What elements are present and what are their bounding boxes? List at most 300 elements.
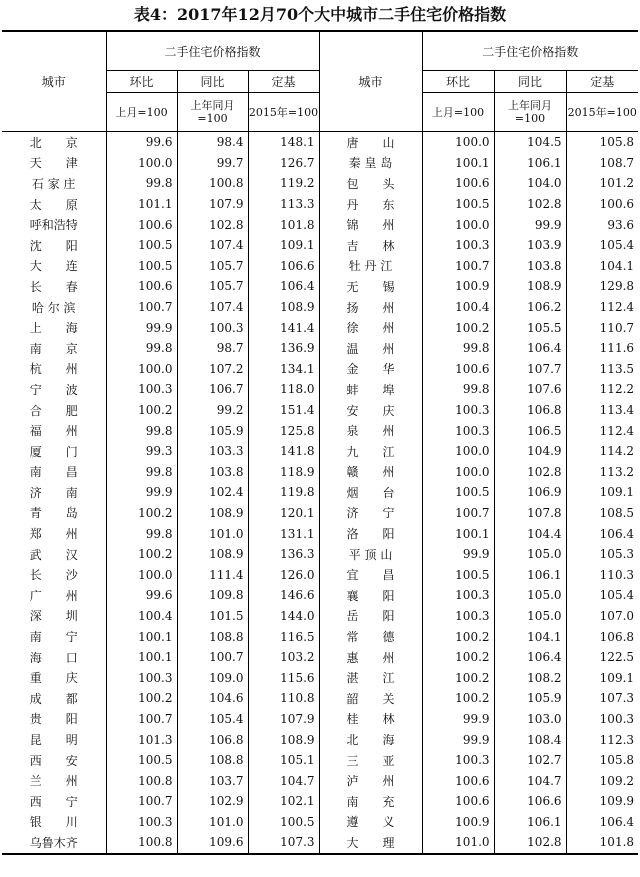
mom-left-cell: 100.7 bbox=[106, 791, 177, 812]
mom-right-cell: 100.6 bbox=[422, 770, 494, 791]
mom-left-cell: 100.2 bbox=[106, 688, 177, 709]
table-row bbox=[2, 256, 638, 277]
city-right-cell: 惠 州 bbox=[319, 647, 422, 668]
city-right-cell: 九 江 bbox=[319, 441, 422, 462]
yoy-left-cell: 106.7 bbox=[177, 379, 248, 400]
mom-left-cell: 99.8 bbox=[106, 523, 177, 544]
mom-left-cell: 99.9 bbox=[106, 317, 177, 338]
mom-right-cell: 99.9 bbox=[422, 544, 494, 565]
yoy-left-cell: 102.9 bbox=[177, 791, 248, 812]
city-right-cell: 丹 东 bbox=[319, 194, 422, 215]
yoy-right-cell: 103.0 bbox=[494, 709, 566, 730]
table-row bbox=[2, 544, 638, 565]
yoy-right-cell: 106.1 bbox=[494, 564, 566, 585]
base-header-left: 定基 bbox=[248, 71, 319, 93]
yoy-right-cell: 108.2 bbox=[494, 667, 566, 688]
yoy-right-cell: 105.0 bbox=[494, 606, 566, 627]
city-left-cell: 呼和浩特 bbox=[29, 218, 78, 233]
base-left-cell: 100.5 bbox=[248, 812, 319, 833]
mom-left-cell: 99.8 bbox=[106, 173, 177, 194]
yoy-right-cell: 106.9 bbox=[494, 482, 566, 503]
table-row bbox=[2, 647, 638, 668]
base-right-cell: 105.3 bbox=[566, 544, 638, 565]
yoy-right-cell: 103.9 bbox=[494, 235, 566, 256]
mom-right-cell: 100.3 bbox=[422, 606, 494, 627]
base-right-cell: 105.4 bbox=[566, 235, 638, 256]
yoy-right-cell: 104.7 bbox=[494, 770, 566, 791]
yoy-left-cell: 104.6 bbox=[177, 688, 248, 709]
mom-left-cell: 99.6 bbox=[106, 585, 177, 606]
city-header-left: 城市 bbox=[2, 31, 106, 132]
yoy-right-cell: 106.6 bbox=[494, 791, 566, 812]
yoy-left-cell: 103.8 bbox=[177, 462, 248, 483]
mom-sub-left: 上月=100 bbox=[106, 93, 177, 132]
yoy-right-cell: 105.0 bbox=[494, 585, 566, 606]
yoy-sub-right: 上年同月=100 bbox=[494, 93, 566, 132]
table-row bbox=[2, 214, 638, 235]
city-right-cell: 岳 阳 bbox=[319, 606, 422, 627]
city-right-cell: 锦 州 bbox=[319, 214, 422, 235]
mom-right-cell: 100.7 bbox=[422, 256, 494, 277]
mom-right-cell: 100.3 bbox=[422, 420, 494, 441]
mom-left-cell: 100.1 bbox=[106, 626, 177, 647]
yoy-left-cell: 107.9 bbox=[177, 194, 248, 215]
city-left-cell: 北 京 bbox=[29, 135, 78, 150]
mom-left-cell: 100.3 bbox=[106, 667, 177, 688]
group-header-right: 二手住宅价格指数 bbox=[422, 31, 638, 71]
city-right-cell: 秦 皇 岛 bbox=[319, 153, 422, 174]
mom-left-cell: 100.1 bbox=[106, 647, 177, 668]
mom-right-cell: 100.0 bbox=[422, 462, 494, 483]
mom-right-cell: 100.3 bbox=[422, 400, 494, 421]
base-right-cell: 114.2 bbox=[566, 441, 638, 462]
city-right-cell: 襄 阳 bbox=[319, 585, 422, 606]
yoy-right-cell: 106.4 bbox=[494, 647, 566, 668]
city-left-cell: 宁 波 bbox=[29, 382, 78, 397]
base-right-cell: 105.4 bbox=[566, 585, 638, 606]
city-left-cell: 西 宁 bbox=[29, 794, 78, 809]
mom-left-cell: 99.8 bbox=[106, 420, 177, 441]
base-header-right: 定基 bbox=[566, 71, 638, 93]
mom-left-cell: 100.8 bbox=[106, 770, 177, 791]
mom-right-cell: 100.0 bbox=[422, 441, 494, 462]
mom-right-cell: 100.5 bbox=[422, 482, 494, 503]
table-row bbox=[2, 173, 638, 194]
mom-right-cell: 100.6 bbox=[422, 791, 494, 812]
mom-left-cell: 100.3 bbox=[106, 812, 177, 833]
mom-left-cell: 100.7 bbox=[106, 297, 177, 318]
mom-right-cell: 100.2 bbox=[422, 317, 494, 338]
city-right-cell: 平 顶 山 bbox=[319, 544, 422, 565]
base-left-cell: 126.0 bbox=[248, 564, 319, 585]
mom-right-cell: 100.1 bbox=[422, 153, 494, 174]
yoy-right-cell: 104.4 bbox=[494, 523, 566, 544]
city-left-cell: 上 海 bbox=[29, 321, 78, 336]
yoy-right-cell: 106.8 bbox=[494, 400, 566, 421]
base-left-cell: 115.6 bbox=[248, 667, 319, 688]
price-index-table bbox=[2, 30, 638, 855]
mom-left-cell: 100.5 bbox=[106, 750, 177, 771]
mom-left-cell: 100.6 bbox=[106, 276, 177, 297]
mom-right-cell: 100.2 bbox=[422, 626, 494, 647]
base-left-cell: 108.9 bbox=[248, 729, 319, 750]
yoy-right-cell: 108.9 bbox=[494, 276, 566, 297]
mom-right-cell: 100.3 bbox=[422, 750, 494, 771]
mom-right-cell: 100.7 bbox=[422, 503, 494, 524]
base-right-cell: 106.8 bbox=[566, 626, 638, 647]
city-left-cell: 哈 尔 滨 bbox=[31, 300, 76, 315]
table-row bbox=[2, 606, 638, 627]
table-row bbox=[2, 750, 638, 771]
mom-left-cell: 100.0 bbox=[106, 153, 177, 174]
base-right-cell: 100.6 bbox=[566, 194, 638, 215]
mom-left-cell: 99.9 bbox=[106, 482, 177, 503]
city-right-cell: 桂 林 bbox=[319, 709, 422, 730]
city-left-cell: 南 昌 bbox=[29, 465, 78, 480]
table-row bbox=[2, 812, 638, 833]
base-left-cell: 141.8 bbox=[248, 441, 319, 462]
city-left-cell: 成 都 bbox=[29, 691, 78, 706]
base-left-cell: 106.4 bbox=[248, 276, 319, 297]
group-header-left: 二手住宅价格指数 bbox=[106, 31, 319, 71]
base-right-cell: 122.5 bbox=[566, 647, 638, 668]
base-left-cell: 113.3 bbox=[248, 194, 319, 215]
mom-left-cell: 100.8 bbox=[106, 832, 177, 854]
yoy-left-cell: 102.8 bbox=[177, 214, 248, 235]
table-body bbox=[2, 132, 638, 854]
mom-right-cell: 99.9 bbox=[422, 709, 494, 730]
city-right-cell: 北 海 bbox=[319, 729, 422, 750]
yoy-left-cell: 100.8 bbox=[177, 173, 248, 194]
table-row bbox=[2, 441, 638, 462]
yoy-right-cell: 108.4 bbox=[494, 729, 566, 750]
base-left-cell: 148.1 bbox=[248, 132, 319, 153]
table-row bbox=[2, 688, 638, 709]
yoy-left-cell: 103.3 bbox=[177, 441, 248, 462]
table-row bbox=[2, 791, 638, 812]
mom-header-left: 环比 bbox=[106, 71, 177, 93]
city-left-cell: 南 京 bbox=[29, 341, 78, 356]
city-left-cell: 天 津 bbox=[29, 156, 78, 171]
city-right-cell: 蚌 埠 bbox=[319, 379, 422, 400]
city-right-cell: 宜 昌 bbox=[319, 564, 422, 585]
base-left-cell: 119.8 bbox=[248, 482, 319, 503]
base-left-cell: 102.1 bbox=[248, 791, 319, 812]
yoy-left-cell: 99.2 bbox=[177, 400, 248, 421]
city-right-cell: 温 州 bbox=[319, 338, 422, 359]
base-left-cell: 126.7 bbox=[248, 153, 319, 174]
base-left-cell: 101.8 bbox=[248, 214, 319, 235]
base-right-cell: 113.5 bbox=[566, 359, 638, 380]
yoy-left-cell: 105.7 bbox=[177, 256, 248, 277]
mom-left-cell: 100.4 bbox=[106, 606, 177, 627]
base-right-cell: 108.5 bbox=[566, 503, 638, 524]
base-left-cell: 103.2 bbox=[248, 647, 319, 668]
base-left-cell: 104.7 bbox=[248, 770, 319, 791]
yoy-left-cell: 107.4 bbox=[177, 235, 248, 256]
base-right-cell: 107.0 bbox=[566, 606, 638, 627]
base-left-cell: 105.1 bbox=[248, 750, 319, 771]
base-left-cell: 118.0 bbox=[248, 379, 319, 400]
base-right-cell: 105.8 bbox=[566, 132, 638, 153]
table-row bbox=[2, 729, 638, 750]
yoy-right-cell: 102.8 bbox=[494, 832, 566, 854]
yoy-left-cell: 108.9 bbox=[177, 503, 248, 524]
table-row bbox=[2, 359, 638, 380]
yoy-right-cell: 99.9 bbox=[494, 214, 566, 235]
yoy-left-cell: 103.7 bbox=[177, 770, 248, 791]
city-left-cell: 郑 州 bbox=[29, 527, 78, 542]
mom-left-cell: 100.2 bbox=[106, 503, 177, 524]
city-left-cell: 太 原 bbox=[29, 197, 78, 212]
city-right-cell: 三 亚 bbox=[319, 750, 422, 771]
mom-right-cell: 100.5 bbox=[422, 194, 494, 215]
yoy-left-cell: 106.8 bbox=[177, 729, 248, 750]
city-left-cell: 杭 州 bbox=[29, 362, 78, 377]
table-row bbox=[2, 667, 638, 688]
yoy-sub-left: 上年同月=100 bbox=[177, 93, 248, 132]
yoy-right-cell: 107.6 bbox=[494, 379, 566, 400]
city-left-cell: 西 安 bbox=[29, 753, 78, 768]
table-row bbox=[2, 338, 638, 359]
base-right-cell: 101.2 bbox=[566, 173, 638, 194]
table-row bbox=[2, 564, 638, 585]
mom-left-cell: 99.8 bbox=[106, 462, 177, 483]
city-right-cell: 泸 州 bbox=[319, 770, 422, 791]
yoy-left-cell: 105.9 bbox=[177, 420, 248, 441]
yoy-right-cell: 105.9 bbox=[494, 688, 566, 709]
yoy-right-cell: 102.8 bbox=[494, 462, 566, 483]
base-right-cell: 113.2 bbox=[566, 462, 638, 483]
city-left-cell: 贵 阳 bbox=[29, 712, 78, 727]
table-row bbox=[2, 132, 638, 153]
mom-left-cell: 100.7 bbox=[106, 709, 177, 730]
base-right-cell: 110.7 bbox=[566, 317, 638, 338]
mom-left-cell: 101.3 bbox=[106, 729, 177, 750]
base-left-cell: 106.6 bbox=[248, 256, 319, 277]
base-right-cell: 108.7 bbox=[566, 153, 638, 174]
base-right-cell: 109.9 bbox=[566, 791, 638, 812]
base-right-cell: 112.4 bbox=[566, 420, 638, 441]
table-row bbox=[2, 379, 638, 400]
mom-right-cell: 100.3 bbox=[422, 235, 494, 256]
city-right-cell: 扬 州 bbox=[319, 297, 422, 318]
yoy-left-cell: 102.4 bbox=[177, 482, 248, 503]
mom-right-cell: 100.6 bbox=[422, 173, 494, 194]
base-right-cell: 110.3 bbox=[566, 564, 638, 585]
mom-right-cell: 100.6 bbox=[422, 359, 494, 380]
city-right-cell: 无 锡 bbox=[319, 276, 422, 297]
table-row bbox=[2, 153, 638, 174]
yoy-left-cell: 101.5 bbox=[177, 606, 248, 627]
base-left-cell: 141.4 bbox=[248, 317, 319, 338]
city-left-cell: 济 南 bbox=[29, 485, 78, 500]
city-left-cell: 福 州 bbox=[29, 424, 78, 439]
mom-left-cell: 99.3 bbox=[106, 441, 177, 462]
city-left-cell: 武 汉 bbox=[29, 547, 78, 562]
yoy-left-cell: 109.8 bbox=[177, 585, 248, 606]
table-row bbox=[2, 276, 638, 297]
mom-left-cell: 100.5 bbox=[106, 256, 177, 277]
yoy-left-cell: 98.7 bbox=[177, 338, 248, 359]
yoy-left-cell: 108.8 bbox=[177, 750, 248, 771]
base-right-cell: 100.3 bbox=[566, 709, 638, 730]
city-right-cell: 洛 阳 bbox=[319, 523, 422, 544]
base-sub-right: 2015年=100 bbox=[566, 93, 638, 132]
yoy-right-cell: 104.9 bbox=[494, 441, 566, 462]
city-left-cell: 石 家 庄 bbox=[31, 176, 76, 191]
base-right-cell: 109.2 bbox=[566, 770, 638, 791]
mom-right-cell: 100.1 bbox=[422, 523, 494, 544]
yoy-left-cell: 100.7 bbox=[177, 647, 248, 668]
city-right-cell: 安 庆 bbox=[319, 400, 422, 421]
base-left-cell: 118.9 bbox=[248, 462, 319, 483]
yoy-right-cell: 106.4 bbox=[494, 338, 566, 359]
table-row bbox=[2, 235, 638, 256]
city-header-right: 城市 bbox=[319, 31, 422, 132]
table-title: 表4：2017年12月70个大中城市二手住宅价格指数 bbox=[133, 5, 507, 24]
table-row bbox=[2, 297, 638, 318]
base-sub-left: 2015年=100 bbox=[248, 93, 319, 132]
yoy-header-left: 同比 bbox=[177, 71, 248, 93]
base-left-cell: 119.2 bbox=[248, 173, 319, 194]
city-left-cell: 合 肥 bbox=[29, 403, 78, 418]
yoy-right-cell: 104.5 bbox=[494, 132, 566, 153]
mom-right-cell: 100.4 bbox=[422, 297, 494, 318]
yoy-left-cell: 108.9 bbox=[177, 544, 248, 565]
yoy-right-cell: 104.0 bbox=[494, 173, 566, 194]
base-right-cell: 111.6 bbox=[566, 338, 638, 359]
city-right-cell: 徐 州 bbox=[319, 317, 422, 338]
base-right-cell: 105.8 bbox=[566, 750, 638, 771]
base-right-cell: 107.3 bbox=[566, 688, 638, 709]
base-right-cell: 112.3 bbox=[566, 729, 638, 750]
city-left-cell: 重 庆 bbox=[29, 671, 78, 686]
base-left-cell: 116.5 bbox=[248, 626, 319, 647]
yoy-right-cell: 106.1 bbox=[494, 153, 566, 174]
yoy-left-cell: 111.4 bbox=[177, 564, 248, 585]
mom-left-cell: 100.2 bbox=[106, 544, 177, 565]
base-left-cell: 134.1 bbox=[248, 359, 319, 380]
base-right-cell: 109.1 bbox=[566, 667, 638, 688]
mom-right-cell: 100.3 bbox=[422, 585, 494, 606]
city-left-cell: 乌鲁木齐 bbox=[2, 832, 106, 854]
yoy-right-cell: 105.5 bbox=[494, 317, 566, 338]
yoy-right-cell: 103.8 bbox=[494, 256, 566, 277]
yoy-right-cell: 102.7 bbox=[494, 750, 566, 771]
base-left-cell: 109.1 bbox=[248, 235, 319, 256]
mom-right-cell: 100.0 bbox=[422, 214, 494, 235]
base-left-cell: 131.1 bbox=[248, 523, 319, 544]
yoy-left-cell: 108.8 bbox=[177, 626, 248, 647]
table-row bbox=[2, 709, 638, 730]
city-right-cell: 大 理 bbox=[319, 832, 422, 854]
table-row bbox=[2, 523, 638, 544]
table-row bbox=[2, 832, 638, 854]
mom-left-cell: 100.3 bbox=[106, 379, 177, 400]
mom-left-cell: 100.2 bbox=[106, 400, 177, 421]
mom-right-cell: 101.0 bbox=[422, 832, 494, 854]
table-row bbox=[2, 194, 638, 215]
yoy-right-cell: 107.8 bbox=[494, 503, 566, 524]
city-right-cell: 常 德 bbox=[319, 626, 422, 647]
mom-right-cell: 100.2 bbox=[422, 667, 494, 688]
table-row bbox=[2, 317, 638, 338]
mom-right-cell: 100.0 bbox=[422, 132, 494, 153]
mom-left-cell: 100.5 bbox=[106, 235, 177, 256]
yoy-right-cell: 106.2 bbox=[494, 297, 566, 318]
yoy-left-cell: 109.6 bbox=[177, 832, 248, 854]
city-right-cell: 金 华 bbox=[319, 359, 422, 380]
city-right-cell: 南 充 bbox=[319, 791, 422, 812]
yoy-right-cell: 106.1 bbox=[494, 812, 566, 833]
city-left-cell: 广 州 bbox=[29, 588, 78, 603]
base-left-cell: 107.9 bbox=[248, 709, 319, 730]
city-right-cell: 遵 义 bbox=[319, 812, 422, 833]
city-left-cell: 长 沙 bbox=[29, 568, 78, 583]
base-left-cell: 108.9 bbox=[248, 297, 319, 318]
yoy-right-cell: 104.1 bbox=[494, 626, 566, 647]
yoy-left-cell: 99.7 bbox=[177, 153, 248, 174]
base-left-cell: 151.4 bbox=[248, 400, 319, 421]
table-row bbox=[2, 462, 638, 483]
city-right-cell: 吉 林 bbox=[319, 235, 422, 256]
base-left-cell: 110.8 bbox=[248, 688, 319, 709]
city-right-cell: 湛 江 bbox=[319, 667, 422, 688]
yoy-left-cell: 109.0 bbox=[177, 667, 248, 688]
mom-left-cell: 100.6 bbox=[106, 214, 177, 235]
table-row bbox=[2, 482, 638, 503]
mom-left-cell: 99.6 bbox=[106, 132, 177, 153]
city-left-cell: 南 宁 bbox=[29, 630, 78, 645]
city-left-cell: 银 川 bbox=[29, 815, 78, 830]
table-row bbox=[2, 420, 638, 441]
yoy-right-cell: 107.7 bbox=[494, 359, 566, 380]
mom-sub-right: 上月=100 bbox=[422, 93, 494, 132]
base-right-cell: 101.8 bbox=[566, 832, 638, 854]
city-right-cell: 烟 台 bbox=[319, 482, 422, 503]
city-left-cell: 昆 明 bbox=[29, 733, 78, 748]
mom-right-cell: 99.8 bbox=[422, 379, 494, 400]
city-left-cell: 大 连 bbox=[29, 259, 78, 274]
mom-right-cell: 100.9 bbox=[422, 276, 494, 297]
table-row bbox=[2, 770, 638, 791]
base-right-cell: 106.4 bbox=[566, 812, 638, 833]
base-right-cell: 113.4 bbox=[566, 400, 638, 421]
mom-left-cell: 99.8 bbox=[106, 338, 177, 359]
city-left-cell: 长 春 bbox=[29, 279, 78, 294]
base-right-cell: 106.4 bbox=[566, 523, 638, 544]
city-left-cell: 兰 州 bbox=[29, 774, 78, 789]
city-right-cell: 济 宁 bbox=[319, 503, 422, 524]
mom-right-cell: 100.2 bbox=[422, 688, 494, 709]
base-right-cell: 129.8 bbox=[566, 276, 638, 297]
base-right-cell: 104.1 bbox=[566, 256, 638, 277]
yoy-right-cell: 106.5 bbox=[494, 420, 566, 441]
base-right-cell: 112.2 bbox=[566, 379, 638, 400]
mom-right-cell: 100.5 bbox=[422, 564, 494, 585]
base-right-cell: 109.1 bbox=[566, 482, 638, 503]
yoy-right-cell: 105.0 bbox=[494, 544, 566, 565]
yoy-left-cell: 101.0 bbox=[177, 812, 248, 833]
city-left-cell: 厦 门 bbox=[29, 444, 78, 459]
base-left-cell: 120.1 bbox=[248, 503, 319, 524]
mom-right-cell: 99.9 bbox=[422, 729, 494, 750]
city-right-cell: 唐 山 bbox=[319, 132, 422, 153]
yoy-left-cell: 100.3 bbox=[177, 317, 248, 338]
city-right-cell: 包 头 bbox=[319, 173, 422, 194]
city-left-cell: 海 口 bbox=[29, 650, 78, 665]
